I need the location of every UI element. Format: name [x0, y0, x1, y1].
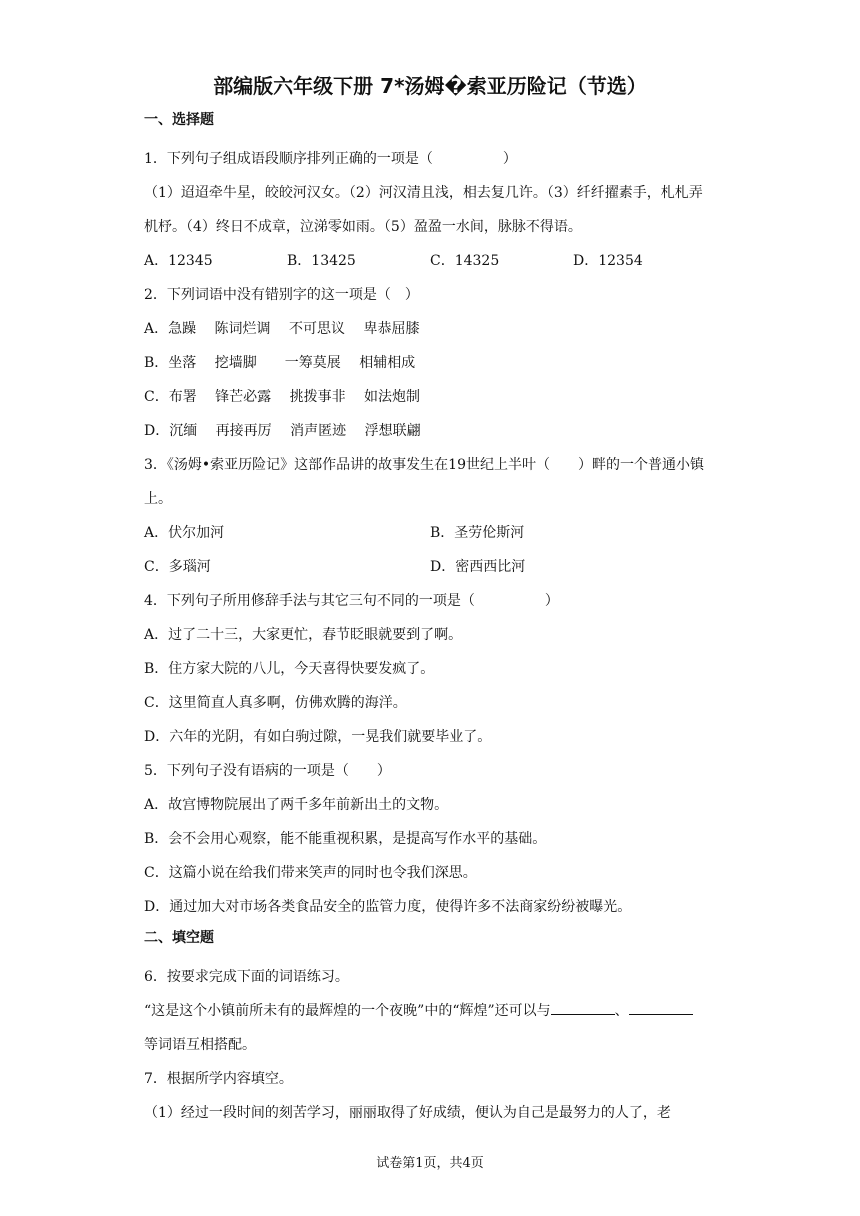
- question-text: [144, 994, 716, 1028]
- question-text-part: 等词语互相搭配。: [144, 1037, 256, 1053]
- option-a: A．12345: [144, 253, 213, 269]
- question-stem: 4．下列句子所用修辞手法与其它三句不同的一项是（ ）: [144, 593, 559, 609]
- option-a: A．故宫博物院展出了两千多年前新出土的文物。: [144, 797, 449, 813]
- option-c: C．这里简直人真多啊，仿佛欢腾的海洋。: [144, 695, 407, 711]
- question-stem: 2．下列词语中没有错别字的这一项是（ ）: [144, 287, 419, 303]
- option-c: C．这篇小说在给我们带来笑声的同时也令我们深思。: [144, 865, 477, 881]
- section-heading-fill: 二、填空题: [144, 930, 214, 946]
- option-b: B．会不会用心观察，能不能重视积累，是提高写作水平的基础。: [144, 831, 547, 847]
- option-b: B．13425: [287, 253, 356, 269]
- question-5: [144, 754, 716, 924]
- question-stem: 7．根据所学内容填空。: [144, 1071, 293, 1087]
- section-heading-choice: 一、选择题: [144, 112, 214, 128]
- option-d: D．通过加大对市场各类食品安全的监管力度，使得许多不法商家纷纷被曝光。: [144, 899, 632, 915]
- option-a: A．过了二十三，大家更忙，春节眨眼就要到了啊。: [144, 627, 463, 643]
- question-stem: 6．按要求完成下面的词语练习。: [144, 969, 349, 985]
- question-2: [144, 278, 716, 448]
- option-row: [144, 550, 716, 584]
- option-c: C．多瑙河: [144, 559, 211, 575]
- option-c: C．布署 锋芒必露 挑拨事非 如法炮制: [144, 389, 421, 405]
- question-stem: 5．下列句子没有语病的一项是（ ）: [144, 763, 391, 779]
- option-b: B．住方家大院的八儿，今天喜得快要发疯了。: [144, 661, 435, 677]
- option-d: D．沉缅 再接再厉 消声匿迹 浮想联翩: [144, 423, 421, 439]
- option-c: C．14325: [430, 253, 500, 269]
- separator: 、: [614, 1003, 629, 1019]
- page-title: 部编版六年级下册 7*汤姆�索亚历险记（节选）: [213, 74, 647, 98]
- option-d: D．六年的光阴，有如白驹过隙，一晃我们就要毕业了。: [144, 729, 492, 745]
- option-a: A．急躁 陈词烂调 不可思议 卑恭屈膝: [144, 321, 420, 337]
- option-row: [144, 516, 716, 550]
- question-4: [144, 584, 716, 754]
- question-text-part: “这是这个小镇前所未有的最辉煌的一个夜晚”中的“辉煌”还可以与: [144, 1003, 551, 1019]
- page-footer: 试卷第1页，共4页: [376, 1156, 484, 1171]
- option-a: A．伏尔加河: [144, 525, 225, 541]
- question-stem: 1．下列句子组成语段顺序排列正确的一项是（ ）: [144, 151, 517, 167]
- question-3: [144, 448, 716, 584]
- answer-blank[interactable]: [551, 1000, 615, 1015]
- question-passage: （1）迢迢牵牛星，皎皎河汉女。（2）河汉清且浅，相去复几许。（3）纤纤擢素手，札札弄机杼。（4）终日不成章，泣涕零如雨。（5）盈盈一水间，脉脉不得语。: [144, 185, 703, 235]
- question-6: [144, 960, 716, 1062]
- option-b: B．坐落 挖墙脚 一筹莫展 相辅相成: [144, 355, 416, 371]
- question-1: [144, 142, 716, 278]
- option-row: [144, 244, 716, 278]
- question-stem: 3．《汤姆•索亚历险记》这部作品讲的故事发生在19世纪上半叶（ ）畔的一个普通小镇上。: [144, 457, 704, 507]
- question-7: [144, 1062, 716, 1130]
- option-d: D．12354: [573, 253, 643, 269]
- option-d: D．密西西比河: [430, 559, 526, 575]
- option-b: B．圣劳伦斯河: [430, 525, 525, 541]
- question-text: （1）经过一段时间的刻苦学习，丽丽取得了好成绩，便认为自己是最努力的人了，老: [144, 1105, 671, 1121]
- answer-blank[interactable]: [629, 1000, 693, 1015]
